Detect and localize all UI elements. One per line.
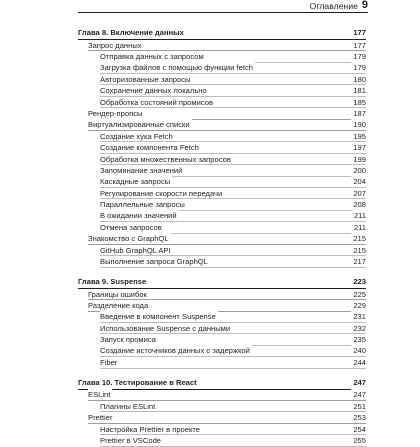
toc-entry-page: 240 [353,346,366,356]
toc-entry-title: Параллельные запросы [100,200,185,210]
toc-section[interactable] [78,300,366,311]
toc-entry-page: 179 [353,51,366,61]
toc-subsection[interactable] [78,323,366,334]
toc-entry-page: 247 [351,377,366,390]
toc-entry-title: Плагины ESLint [100,401,156,411]
toc-section[interactable] [78,389,366,400]
toc-subsection[interactable] [78,334,366,345]
toc-entry-title: Границы ошибок [88,289,147,299]
toc-subsection[interactable] [78,210,366,221]
toc-entry-page: 190 [353,120,366,130]
toc-entry-title: Создание компонента Fetch [100,143,199,153]
toc-entry-page: 215 [353,245,366,255]
toc-entry-page: 215 [353,234,366,244]
toc-entry-title: Разделение кода [88,300,149,310]
toc-entry-title: Отмена запросов [100,222,162,232]
toc-subsection[interactable] [78,85,366,96]
toc-entry-page: 217 [353,257,366,267]
toc-entry-page: 231 [353,312,366,322]
toc-chapter [78,276,366,368]
toc-entry-title: Создание источников данных с задержкой [100,346,250,356]
running-header [0,0,420,14]
toc-entry-page: 185 [353,97,366,107]
toc-entry-page: 253 [353,413,366,423]
toc-chapter-heading[interactable] [78,27,366,40]
toc-entry-page: 197 [353,143,366,153]
toc-entry-page: 255 [353,435,366,445]
toc-entry-title: Глава 9. Suspense [78,276,148,289]
toc-entry-page: 235 [353,335,366,345]
toc-entry-title: Авторизованные запросы [100,74,191,84]
page-number: 9 [361,0,368,11]
toc-entry-page: 229 [353,300,366,310]
toc-chapter-heading[interactable] [78,377,366,390]
toc-subsection[interactable] [78,401,366,412]
toc-entry-title: Регулирование скорости передачи [100,188,223,198]
toc-entry-title: Prettier в VSCode [100,435,162,445]
toc-subsection[interactable] [78,222,366,233]
toc-entry-title: ESLint [88,390,111,400]
toc-entry-title: Запрос данных [88,40,142,50]
toc-entry-title: Создание хука Fetch [100,131,173,141]
toc-entry-page: 223 [351,276,366,289]
toc-entry-title: Prettier [88,413,113,423]
toc-entry-page: 181 [353,86,366,96]
toc-entry-page: 195 [353,131,366,141]
toc-subsection[interactable] [78,311,366,322]
toc-entry-title: Отправка данных с запросом [100,51,204,61]
toc-entry-title: Рендер-пропсы [88,108,143,118]
toc-subsection[interactable] [78,165,366,176]
toc-entry-title: Сохранение данных локально [100,86,207,96]
toc-subsection[interactable] [78,345,366,356]
toc-entry-title: GitHub GraphQL API [100,245,171,255]
toc-chapter [78,27,366,267]
toc-entry-title: Запоминание значений [100,165,183,175]
toc-subsection[interactable] [78,199,366,210]
toc-subsection[interactable] [78,131,366,142]
toc-entry-title: Глава 10. Тестирование в React [78,377,199,390]
toc-entry-page: 211 [353,211,366,221]
toc-section[interactable] [78,233,366,244]
running-header-title: Оглавление [309,1,358,11]
toc-section[interactable] [78,108,366,119]
toc-entry-page: 207 [353,188,366,198]
toc-subsection[interactable] [78,424,366,435]
toc-subsection[interactable] [78,176,366,187]
header-rule [78,12,368,13]
toc-subsection[interactable] [78,97,366,108]
toc-subsection[interactable] [78,154,366,165]
toc-subsection[interactable] [78,357,366,368]
toc-entry-page: 232 [353,323,366,333]
toc-subsection[interactable] [78,245,366,256]
toc-entry-title: Fiber [100,357,118,367]
toc-entry-title: Загрузка файлов с помощью функции fetch [100,63,253,73]
toc-entry-title: В ожидании значений [100,211,177,221]
toc-entry-page: 187 [353,108,366,118]
toc-entry-page: 199 [353,154,366,164]
toc-entry-page: 204 [353,177,366,187]
toc-entry-page: 177 [351,27,366,40]
toc-entry-page: 208 [353,200,366,210]
toc-subsection[interactable] [78,256,366,267]
toc-entry-title: Использование Suspense с данными [100,323,231,333]
toc-section[interactable] [78,412,366,423]
toc-entry-page: 251 [353,401,366,411]
toc-chapter-heading[interactable] [78,276,366,289]
toc-entry-title: Глава 8. Включение данных [78,27,186,40]
toc-entry-page: 177 [353,40,366,50]
table-of-contents [78,27,366,446]
toc-entry-title: Настройка Prettier в проекте [100,424,201,434]
toc-entry-page: 179 [353,63,366,73]
toc-entry-page: 200 [353,165,366,175]
toc-entry-page: 211 [353,222,366,232]
toc-subsection[interactable] [78,188,366,199]
toc-entry-page: 244 [353,357,366,367]
toc-entry-title: Знакомство с GraphQL [88,234,169,244]
toc-entry-title: Обработка множественных запросов [100,154,231,164]
toc-entry-title: Выполнение запроса GraphQL [100,257,208,267]
toc-subsection[interactable] [78,51,366,62]
toc-entry-page: 180 [353,74,366,84]
toc-section[interactable] [78,40,366,51]
toc-entry-page: 254 [353,424,366,434]
toc-section[interactable] [78,119,366,130]
toc-entry-title: Каскадные запросы [100,177,171,187]
toc-entry-title: Запуск промиса [100,335,156,345]
toc-section[interactable] [78,289,366,300]
toc-chapter [78,377,366,447]
toc-entry-title: Виртуализированные списки [88,120,190,130]
toc-entry-page: 247 [353,390,366,400]
toc-subsection[interactable] [78,435,366,446]
toc-subsection[interactable] [78,62,366,73]
toc-entry-title: Введение в компонент Suspense [100,312,216,322]
toc-subsection[interactable] [78,74,366,85]
toc-subsection[interactable] [78,142,366,153]
toc-entry-page: 225 [353,289,366,299]
toc-entry-title: Обработка состояний промисов [100,97,213,107]
